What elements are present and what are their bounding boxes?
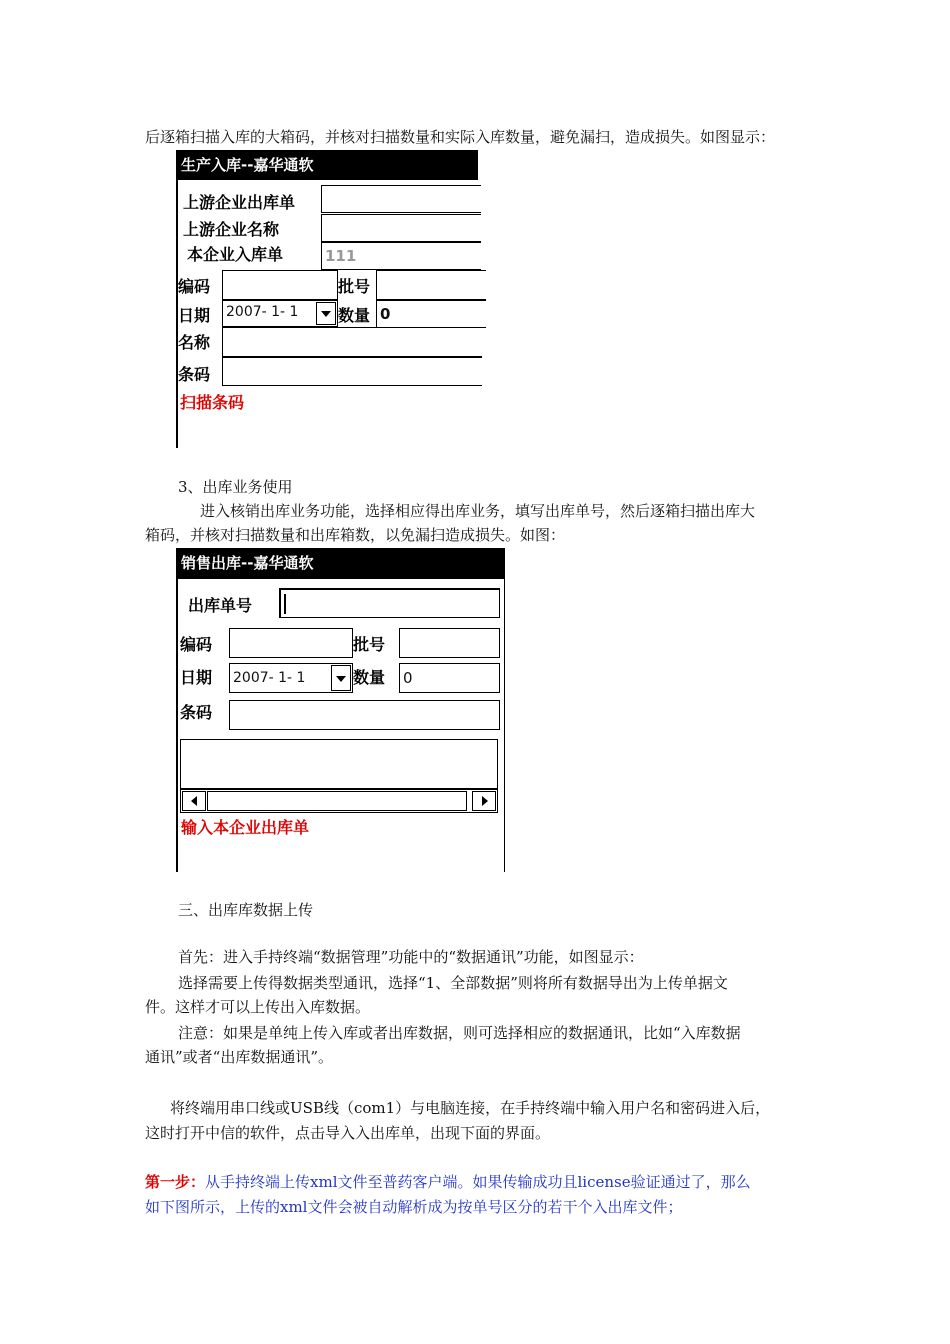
- in-order-label: 本企业入库单: [187, 245, 284, 264]
- code-field-2[interactable]: [229, 628, 353, 658]
- chevron-down-icon: [321, 311, 331, 317]
- chevron-left-icon: [191, 796, 197, 806]
- code-label: 编码: [178, 277, 211, 296]
- date-value: 2007- 1- 1: [226, 304, 299, 320]
- scroll-right-button[interactable]: [472, 791, 496, 811]
- section-3-line2: 箱码，并核对扫描数量和出库箱数，以免漏扫造成损失。如图：: [145, 526, 566, 544]
- section-3-title: 3、出库业务使用: [178, 478, 293, 496]
- note-line1: 注意：如果是单纯上传入库或者出库数据，则可选择相应的数据通讯，比如“入库数据: [178, 1024, 741, 1042]
- step1-line1: [145, 1172, 815, 1192]
- date-select-2[interactable]: [229, 663, 353, 693]
- inbound-status: 扫描条码: [180, 393, 245, 412]
- batch-label: 批号: [338, 277, 371, 296]
- connect-line2: 这时打开中信的软件，点击导入入出库单，出现下面的界面。: [145, 1124, 551, 1142]
- outbound-screen: [176, 548, 505, 872]
- chevron-right-icon: [482, 796, 488, 806]
- qty-value-2: 0: [403, 669, 413, 687]
- date-select[interactable]: [222, 300, 338, 327]
- upstream-out-label: 上游企业出库单: [183, 193, 296, 212]
- step1-label: 第一步：: [145, 1173, 206, 1191]
- date-label-2: 日期: [180, 668, 213, 687]
- upstream-out-field[interactable]: [321, 185, 481, 213]
- text-cursor: [284, 594, 286, 614]
- barcode-label: 条码: [178, 365, 211, 384]
- batch-label-2: 批号: [353, 635, 386, 654]
- out-order-field[interactable]: [279, 588, 500, 618]
- batch-field[interactable]: [376, 270, 486, 300]
- date-dropdown-button-2[interactable]: [331, 665, 351, 691]
- paragraph-intro: 后逐箱扫描入库的大箱码，并核对扫描数量和实际入库数量，避免漏扫，造成损失。如图显示：: [145, 128, 776, 146]
- step1-line2: 如下图所示，上传的xml文件会被自动解析成为按单号区分的若干个入出库文件；: [145, 1198, 683, 1216]
- barcode-label-2: 条码: [180, 703, 213, 722]
- qty-label: 数量: [338, 306, 371, 325]
- horizontal-scrollbar[interactable]: [180, 789, 498, 813]
- out-order-label: 出库单号: [188, 596, 253, 615]
- code-label-2: 编码: [180, 635, 213, 654]
- upstream-name-label: 上游企业名称: [183, 220, 280, 239]
- step-first-text: 首先：进入手持终端“数据管理”功能中的“数据通讯”功能，如图显示：: [178, 948, 644, 966]
- in-order-field[interactable]: [321, 242, 481, 270]
- outbound-status: 输入本企业出库单: [181, 818, 310, 837]
- select-type-line1: 选择需要上传得数据类型通讯，选择“1、全部数据”则将所有数据导出为上传单据文: [178, 974, 728, 992]
- outbound-title: 销售出库--嘉华通软: [178, 548, 504, 579]
- section-3-line1: 进入核销出库业务功能，选择相应得出库业务，填写出库单号，然后逐箱扫描出库大: [200, 502, 756, 520]
- scroll-left-button[interactable]: [182, 791, 206, 811]
- qty-field[interactable]: [376, 300, 486, 328]
- scan-list[interactable]: [180, 739, 498, 789]
- scroll-thumb[interactable]: [207, 791, 467, 811]
- date-label: 日期: [178, 306, 211, 325]
- qty-label-2: 数量: [353, 668, 386, 687]
- code-field[interactable]: [222, 270, 338, 300]
- name-field[interactable]: [222, 327, 482, 357]
- select-type-line2: 件。这样才可以上传出入库数据。: [145, 998, 371, 1016]
- chevron-down-icon: [336, 676, 346, 682]
- qty-field-2[interactable]: [399, 663, 500, 693]
- connect-line1: 将终端用串口线或USB线（com1）与电脑连接，在手持终端中输入用户名和密码进入后，: [170, 1099, 771, 1117]
- barcode-field[interactable]: [222, 357, 482, 386]
- upstream-name-field[interactable]: [321, 214, 481, 242]
- in-order-value: 111: [325, 247, 357, 265]
- qty-value: 0: [380, 305, 391, 323]
- name-label: 名称: [178, 333, 211, 352]
- date-dropdown-button[interactable]: [316, 302, 336, 325]
- batch-field-2[interactable]: [399, 628, 500, 658]
- inbound-screen: [176, 150, 478, 448]
- section-three-title: 三、出库库数据上传: [178, 901, 314, 919]
- date-value-2: 2007- 1- 1: [233, 670, 306, 686]
- note-line2: 通讯”或者“出库数据通讯”。: [145, 1048, 334, 1066]
- inbound-title: 生产入库--嘉华通软: [178, 150, 478, 180]
- barcode-field-2[interactable]: [229, 700, 500, 730]
- step1-text-a: 从手持终端上传xml文件至普药客户端。如果传输成功且license验证通过了，那么: [205, 1173, 751, 1191]
